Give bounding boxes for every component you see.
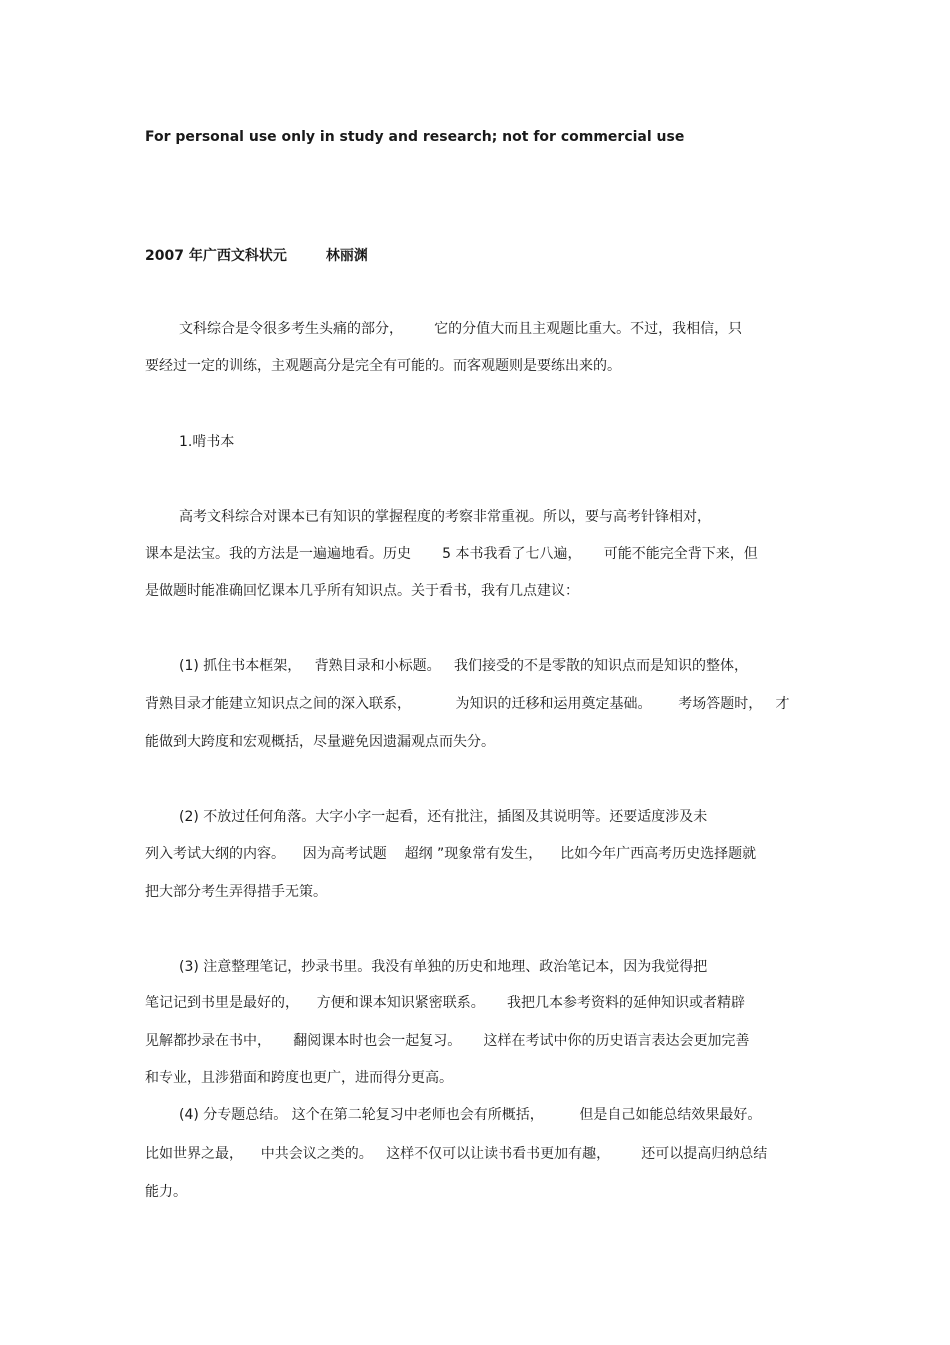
- point-1-line-1: (1) 抓住书本框架， 背熟目录和小标题。 我们接受的不是零散的知识点而是知识的整体，: [179, 658, 748, 674]
- disclaimer-text: For personal use only in study and research; not for commercial use: [145, 129, 685, 145]
- point-3-line-4: 和专业，且涉猎面和跨度也更广，进而得分更高。: [145, 1070, 453, 1086]
- intro-line-1: 文科综合是令很多考生头痛的部分， 它的分值大而且主观题比重大。不过，我相信，只: [179, 321, 743, 337]
- point-3-line-1: (3) 注意整理笔记，抄录书里。我没有单独的历史和地理、政治笔记本，因为我觉得把: [179, 959, 708, 975]
- point-2-line-1: (2) 不放过任何角落。大字小字一起看，还有批注，插图及其说明等。还要适度涉及未: [179, 809, 708, 825]
- section-paragraph-line-1: 高考文科综合对课本已有知识的掌握程度的考察非常重视。所以，要与高考针锋相对，: [179, 509, 711, 525]
- section-paragraph-line-2: 课本是法宝。我的方法是一遍遍地看。历史 5 本书我看了七八遍， 可能不能完全背下来，但: [145, 546, 758, 562]
- section-paragraph-line-3: 是做题时能准确回忆课本几乎所有知识点。关于看书，我有几点建议：: [145, 583, 579, 599]
- intro-line-2: 要经过一定的训练，主观题高分是完全有可能的。而客观题则是要练出来的。: [145, 358, 621, 374]
- point-1-line-2: 背熟目录才能建立知识点之间的深入联系， 为知识的迁移和运用奠定基础。 考场答题时， 才: [145, 696, 790, 712]
- point-4-line-3: 能力。: [145, 1184, 187, 1200]
- point-3-line-3: 见解都抄录在书中， 翻阅课本时也会一起复习。 这样在考试中你的历史语言表达会更加完善: [145, 1033, 750, 1049]
- point-3-line-2: 笔记记到书里是最好的， 方便和课本知识紧密联系。 我把几本参考资料的延伸知识或者精辟: [145, 995, 746, 1011]
- point-1-line-3: 能做到大跨度和宏观概括，尽量避免因遗漏观点而失分。: [145, 734, 495, 750]
- point-4-line-1: (4) 分专题总结。 这个在第二轮复习中老师也会有所概括， 但是自己如能总结效果最好。: [179, 1107, 762, 1123]
- point-2-line-2: 列入考试大纲的内容。 因为高考试题 超纲 ”现象常有发生， 比如今年广西高考历史选择题就: [145, 846, 757, 862]
- section-heading: 1.啃书本: [179, 434, 235, 450]
- document-title: 2007 年广西文科状元 林丽渊: [145, 248, 368, 264]
- point-2-line-3: 把大部分考生弄得措手无策。: [145, 884, 327, 900]
- point-4-line-2: 比如世界之最， 中共会议之类的。 这样不仅可以让读书看书更加有趣， 还可以提高归纳总结: [145, 1146, 768, 1162]
